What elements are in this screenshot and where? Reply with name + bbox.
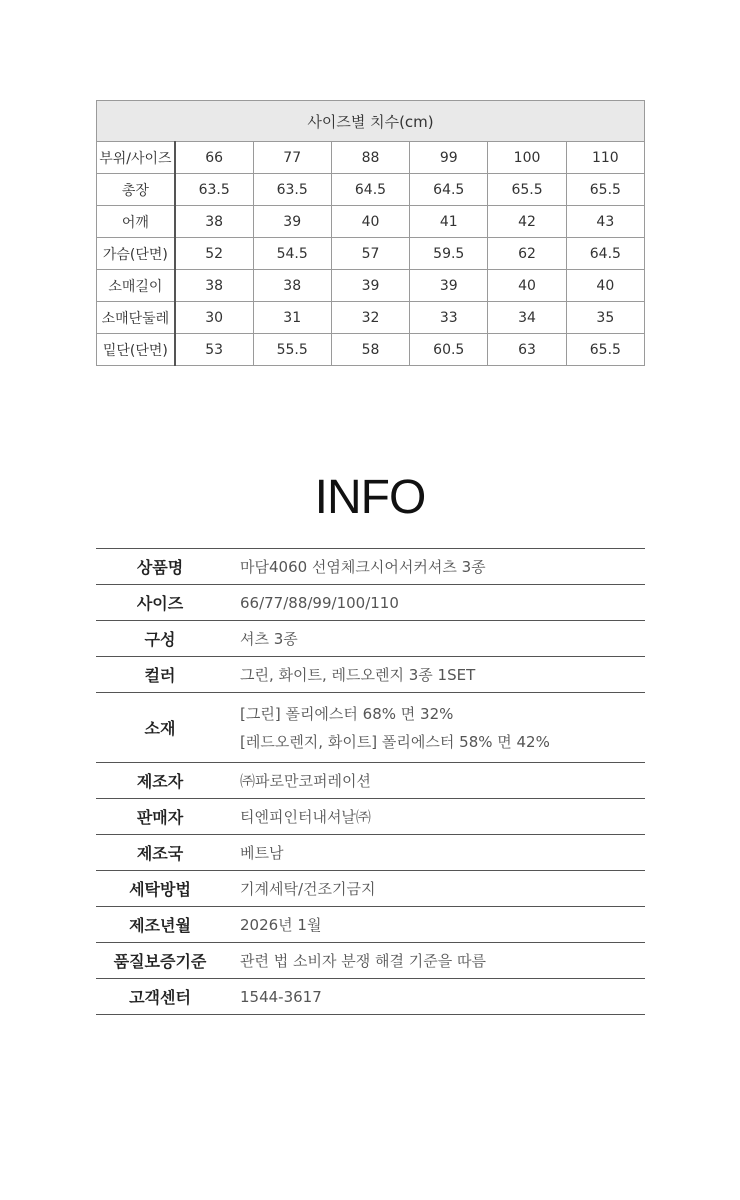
info-row bbox=[96, 693, 645, 763]
size-value-cell: 31 bbox=[253, 302, 331, 334]
info-label: 구성 bbox=[96, 621, 224, 657]
size-value-cell: 41 bbox=[410, 206, 488, 238]
info-label: 제조년월 bbox=[96, 907, 224, 943]
size-value-cell: 32 bbox=[331, 302, 409, 334]
size-value-cell: 39 bbox=[253, 206, 331, 238]
info-row bbox=[96, 549, 645, 585]
size-row-label: 소매길이 bbox=[97, 270, 175, 302]
info-row bbox=[96, 907, 645, 943]
size-value-cell: 64.5 bbox=[331, 174, 409, 206]
info-value-line: 베트남 bbox=[240, 843, 284, 862]
info-label: 사이즈 bbox=[96, 585, 224, 621]
size-header-cell: 88 bbox=[331, 142, 409, 174]
size-row-label: 어깨 bbox=[97, 206, 175, 238]
info-value-line: 2026년 1월 bbox=[240, 915, 322, 934]
info-row bbox=[96, 943, 645, 979]
info-value-line: 그린, 화이트, 레드오렌지 3종 1SET bbox=[240, 665, 476, 684]
info-value-line: 기계세탁/건조기금지 bbox=[240, 879, 376, 898]
info-label: 제조국 bbox=[96, 835, 224, 871]
size-value-cell: 40 bbox=[331, 206, 409, 238]
info-row bbox=[96, 979, 645, 1015]
info-value bbox=[224, 585, 645, 621]
info-value bbox=[224, 657, 645, 693]
size-value-cell: 65.5 bbox=[566, 334, 644, 366]
info-label: 품질보증기준 bbox=[96, 943, 224, 979]
size-header-cell: 100 bbox=[488, 142, 566, 174]
info-label: 상품명 bbox=[96, 549, 224, 585]
info-row bbox=[96, 763, 645, 799]
info-row bbox=[96, 621, 645, 657]
info-label: 판매자 bbox=[96, 799, 224, 835]
info-value bbox=[224, 907, 645, 943]
info-label: 컬러 bbox=[96, 657, 224, 693]
size-value-cell: 54.5 bbox=[253, 238, 331, 270]
info-value bbox=[224, 835, 645, 871]
info-value bbox=[224, 799, 645, 835]
size-row-label: 가슴(단면) bbox=[97, 238, 175, 270]
info-value-line: 티엔피인터내셔날㈜ bbox=[240, 807, 371, 826]
size-value-cell: 63.5 bbox=[253, 174, 331, 206]
info-value-line: 1544-3617 bbox=[240, 987, 322, 1006]
info-label: 세탁방법 bbox=[96, 871, 224, 907]
info-value-line: 마담4060 선염체크시어서커셔츠 3종 bbox=[240, 557, 486, 576]
info-row bbox=[96, 585, 645, 621]
size-row bbox=[97, 238, 645, 270]
size-chart-table bbox=[96, 100, 645, 366]
size-value-cell: 65.5 bbox=[566, 174, 644, 206]
info-title: INFO bbox=[314, 471, 426, 524]
size-row bbox=[97, 334, 645, 366]
info-value-line: 셔츠 3종 bbox=[240, 629, 298, 648]
size-value-cell: 30 bbox=[175, 302, 253, 334]
info-row bbox=[96, 871, 645, 907]
info-value-line: 관련 법 소비자 분쟁 해결 기준을 따름 bbox=[240, 951, 486, 970]
info-value-line: [그린] 폴리에스터 68% 면 32% bbox=[240, 704, 454, 723]
size-header-cell: 66 bbox=[175, 142, 253, 174]
size-row bbox=[97, 174, 645, 206]
size-value-cell: 40 bbox=[488, 270, 566, 302]
size-header-cell: 77 bbox=[253, 142, 331, 174]
size-value-cell: 38 bbox=[175, 270, 253, 302]
size-value-cell: 43 bbox=[566, 206, 644, 238]
size-chart-title-row bbox=[97, 101, 645, 142]
size-header-cell: 110 bbox=[566, 142, 644, 174]
info-value bbox=[224, 621, 645, 657]
size-value-cell: 60.5 bbox=[410, 334, 488, 366]
info-value-line: 66/77/88/99/100/110 bbox=[240, 593, 399, 612]
size-row bbox=[97, 270, 645, 302]
size-value-cell: 59.5 bbox=[410, 238, 488, 270]
size-value-cell: 55.5 bbox=[253, 334, 331, 366]
size-value-cell: 63 bbox=[488, 334, 566, 366]
size-value-cell: 53 bbox=[175, 334, 253, 366]
size-value-cell: 64.5 bbox=[410, 174, 488, 206]
info-value bbox=[224, 943, 645, 979]
size-value-cell: 52 bbox=[175, 238, 253, 270]
info-label: 고객센터 bbox=[96, 979, 224, 1015]
info-row bbox=[96, 799, 645, 835]
size-header-row bbox=[97, 142, 645, 174]
size-value-cell: 62 bbox=[488, 238, 566, 270]
info-value-line: [레드오렌지, 화이트] 폴리에스터 58% 면 42% bbox=[240, 732, 550, 751]
size-value-cell: 38 bbox=[175, 206, 253, 238]
info-row bbox=[96, 657, 645, 693]
size-row-label: 총장 bbox=[97, 174, 175, 206]
size-value-cell: 63.5 bbox=[175, 174, 253, 206]
size-header-label: 부위/사이즈 bbox=[97, 142, 175, 174]
size-header-cell: 99 bbox=[410, 142, 488, 174]
info-value bbox=[224, 871, 645, 907]
size-row-label: 밑단(단면) bbox=[97, 334, 175, 366]
info-value bbox=[224, 549, 645, 585]
info-value-line: ㈜파로만코퍼레이션 bbox=[240, 771, 371, 790]
size-value-cell: 33 bbox=[410, 302, 488, 334]
info-row bbox=[96, 835, 645, 871]
size-value-cell: 38 bbox=[253, 270, 331, 302]
info-label: 제조자 bbox=[96, 763, 224, 799]
info-label: 소재 bbox=[96, 693, 224, 763]
info-value bbox=[224, 763, 645, 799]
size-value-cell: 34 bbox=[488, 302, 566, 334]
size-value-cell: 65.5 bbox=[488, 174, 566, 206]
product-info-table bbox=[96, 548, 645, 1015]
size-value-cell: 39 bbox=[331, 270, 409, 302]
size-value-cell: 64.5 bbox=[566, 238, 644, 270]
size-chart-title: 사이즈별 치수(cm) bbox=[97, 101, 645, 142]
info-value bbox=[224, 979, 645, 1015]
size-row bbox=[97, 206, 645, 238]
size-value-cell: 42 bbox=[488, 206, 566, 238]
info-value bbox=[224, 693, 645, 763]
size-value-cell: 57 bbox=[331, 238, 409, 270]
size-row bbox=[97, 302, 645, 334]
size-value-cell: 39 bbox=[410, 270, 488, 302]
size-value-cell: 35 bbox=[566, 302, 644, 334]
size-value-cell: 58 bbox=[331, 334, 409, 366]
size-row-label: 소매단둘레 bbox=[97, 302, 175, 334]
size-value-cell: 40 bbox=[566, 270, 644, 302]
